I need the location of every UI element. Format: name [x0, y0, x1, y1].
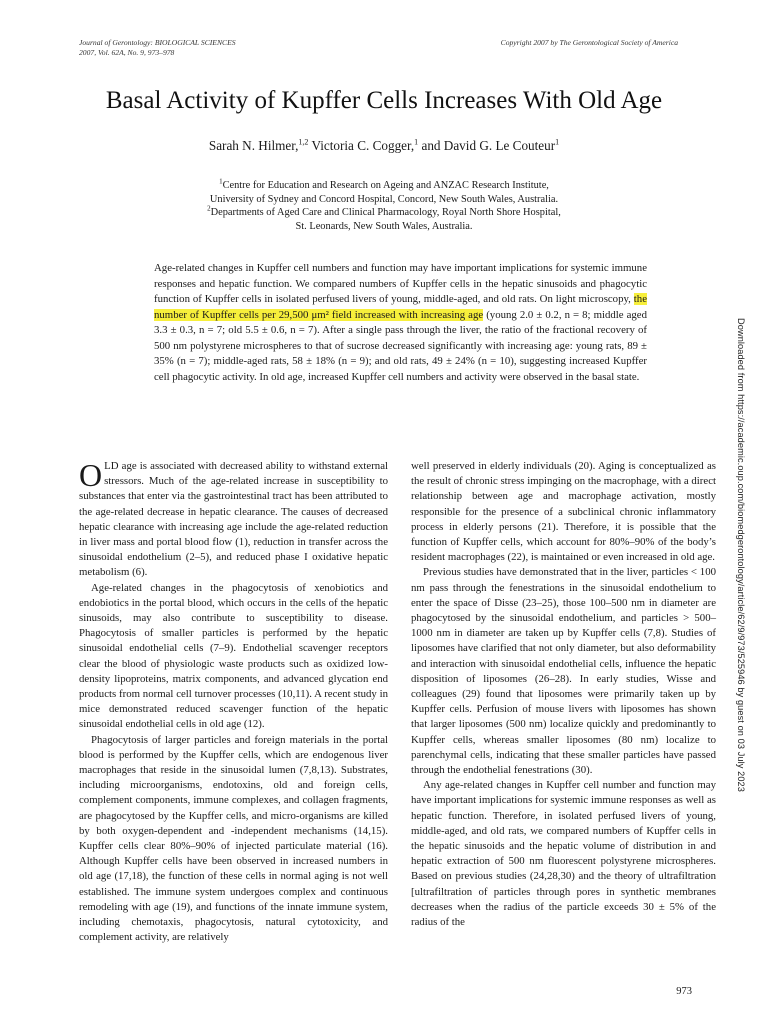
affiliation-marker: 2 [207, 204, 211, 213]
author-name: Victoria C. Cogger, [308, 138, 415, 153]
journal-name: Journal of Gerontology: BIOLOGICAL SCIENCES [79, 38, 236, 47]
affiliation-line: University of Sydney and Concord Hospital, Concord, New South Wales, Australia. [209, 193, 559, 205]
copyright-notice: Copyright 2007 by The Gerontological Society of America [500, 38, 678, 47]
page-number: 973 [676, 986, 692, 997]
download-notice-text: Downloaded from https://academic.oup.com/biomedgerontology/article/62/9/973/525946 by guest on 03 July 2023 [736, 318, 747, 792]
affiliation-line: $^2$Departments of Aged Care and Clinical Pharmacology, Royal North Shore Hospital, [207, 204, 561, 219]
author-name: and David G. Le Couteur [418, 138, 556, 153]
affiliation-line: $^1$Centre for Education and Research on Ageing and ANZAC Research Institute, [219, 177, 549, 191]
author-name: Sarah N. Hilmer, [208, 138, 299, 153]
affiliation-line: St. Leonards, New South Wales, Australia. [295, 220, 473, 232]
journal-citation [79, 38, 236, 58]
highlighted-text: the number of Kupffer cells per 29,500 μm² field increased with increasing age [154, 293, 647, 321]
journal-volume: 2007, Vol. 62A, No. 9, 973–978 [79, 48, 175, 57]
body-column-left [79, 459, 388, 946]
download-watermark [733, 278, 749, 832]
paragraph: Previous studies have demonstrated that in the liver, particles < 100 nm pass through the fenestrations in the sinusoidal endothelium to enter the space of Disse (23–25), those 100–500 nm in diameter are phagocytosed by the sinusoidal endothelium, and particles > 500–1000 nm in diameter are taken up by Kupffer cells (7,8). Studies of liposomes have clarified that not only diameter, but also deformability and interaction with sinusoidal endothelial cells, influence the hepatic disposition of liposomes (26–28). In early studies, Wisse and colleagues (29) found that liposomes were primarily taken up by Kupffer cells. Perfusion of mouse livers with liposomes has shown that larger liposomes (500 nm) localize quickly and predominantly to Kupffer cells, whereas smaller liposomes (80 nm) localize to parenchymal cells, indicating that these smaller particles have passed through the endothelial fenestrations (30). [411, 566, 716, 777]
paragraph: Any age-related changes in Kupffer cell number and function may have important implications for systemic immune responses as well as hepatic function. Therefore, in isolated perfused livers of young, middle-aged, and old rats, we compared numbers of Kupffer cells in the hepatic sinusoids and the hepatic volume of distribution in and hepatic extraction of 500 nm fluorescent polystyrene microspheres. Based on previous studies (24,28,30) and the theory of ultrafiltration [ultrafiltration of particles through pores in synthetic membranes decreases when the radius of the particle exceeds 30 ± 5% of the radius of the [411, 779, 716, 929]
paragraph: OLD age is associated with decreased ability to withstand external stressors. Much of the age-related increase in susceptibility to substances that enter via the gastrointestinal tract has been attributed to the age-related decrease in hepatic clearance. The causes of decreased hepatic clearance with increasing age include the age-related reduction in liver mass and portal blood flow (1), reduction in transfer across the sinusoidal endothelium (2–5), and reduced phase I oxidative hepatic metabolism (6). [79, 457, 388, 579]
drop-cap: O [79, 457, 103, 493]
abstract-text: Age-related changes in Kupffer cell numbers and function may have important implications for systemic immune responses and hepatic function. We compared numbers of Kupffer cells in the hepatic sinusoids and phagocytic function of Kupffer cells in isolated perfused livers of young, middle-aged, and old rats. On light microscopy, [154, 262, 647, 305]
paragraph: well preserved in elderly individuals (20). Aging is conceptualized as the result of chronic stress impinging on the macrophage, with a direct relationship between age and macrophage activation, mostly responsible for the presence of a subclinical chronic inflammatory process in elderly persons (21). Therefore, it is possible that the function of Kupffer cells, which account for 80%–90% of the body’s resident macrophages (22), is maintained or even increased in old age. [411, 460, 716, 564]
paragraph: Age-related changes in the phagocytosis of xenobiotics and endobiotics in the portal blood, which occurs in the cells of the hepatic sinusoids, may also contribute to susceptibility to disease. Phagocytosis of smaller particles is performed by the hepatic sinusoidal endothelial cells (7–9). Endothelial scavenger receptors clear the blood of physiologic waste products such as oxidized low-density lipoproteins, matrix components, and advanced glycation end products from normal cell turnover processes (10,11). A recent study in mice demonstrated reduced scavenger function of the hepatic sinusoidal endothelial cells in old age (12). [79, 581, 388, 731]
paragraph: Phagocytosis of larger particles and foreign materials in the portal blood is performed by the Kupffer cells, which are endogenous liver macrophages that reside in the sinusoidal lumen (7,8,13). Substrates, including microorganisms, endotoxins, old and foreign cells, complement components, immune complexes, and collagen fragments, are phagocytosed by the Kupffer cells, and micro-organisms are killed by both oxygen-dependent and -independent mechanisms (14,15). Kupffer cells clear 80%–90% of injected particulate material (16). Although Kupffer cells have been observed in increased numbers in old age (17,18), the function of these cells in normal aging is not well established. The immune system undergoes complex and continuous remodeling with age (19), and functions of the innate immune system, including chemotaxis, phagocytosis, natural cytotoxicity, and complement activity, are relatively [79, 733, 388, 944]
affiliations [0, 179, 768, 233]
body-column-right [411, 459, 716, 930]
author-list [0, 137, 768, 154]
affiliation-marker: 1 [219, 177, 223, 186]
author-affiliation-marker: 1 [555, 137, 560, 147]
abstract [154, 261, 647, 385]
author-affiliation-marker: 1,2 [298, 137, 309, 147]
paper-title: Basal Activity of Kupffer Cells Increases With Old Age [105, 87, 663, 114]
author-affiliation-marker: 1 [414, 137, 419, 147]
abstract-text: (young 2.0 ± 0.2, n = 8; middle aged 3.3 ± 0.3, n = 7; old 5.5 ± 0.6, n = 7). After a single pass through the liver, the ratio of the fractional recovery of 500 nm polystyrene microspheres to that of sucrose decreased significantly with increasing age: young rats, 89 ± 35% (n = 7); middle-aged rats, 58 ± 18% (n = 9); and old rats, 49 ± 24% (n = 10), suggesting increased Kupffer cell phagocytic activity. In old age, increased Kupffer cell numbers and activity were observed in the basal state. [154, 308, 647, 383]
